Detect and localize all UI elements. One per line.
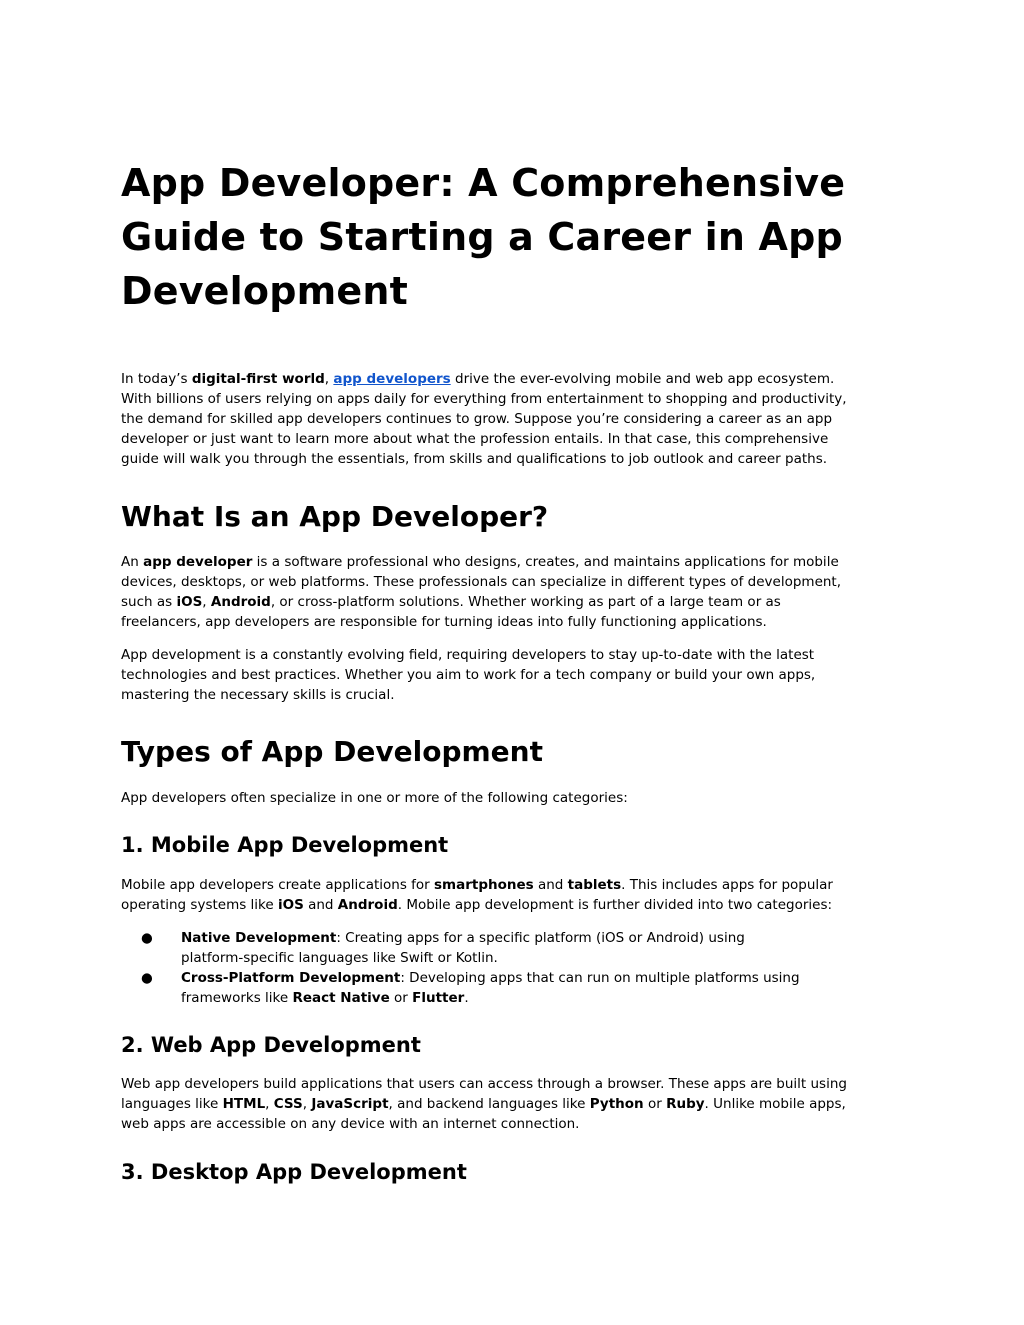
bold-text: Ruby	[666, 1096, 705, 1112]
bold-text: Android	[210, 594, 271, 610]
bold-text: app developer	[143, 554, 253, 570]
bold-text: HTML	[222, 1096, 266, 1112]
bold-text: tablets	[567, 877, 622, 893]
subheading-web: 2. Web App Development	[121, 1033, 421, 1057]
list-item-text	[181, 968, 800, 1008]
text-run: and	[303, 897, 338, 913]
what-p1-line-4: freelancers, app developers are responsible for turning ideas into fully functioning applications.	[121, 614, 767, 630]
text-run: ,	[202, 594, 211, 610]
what-p1-line-1	[121, 552, 911, 572]
intro-paragraph	[121, 369, 911, 469]
text-run: or	[389, 990, 413, 1006]
title-line-1: App Developer: A Comprehensive	[121, 161, 846, 205]
list-item-line	[181, 968, 800, 988]
bold-text: smartphones	[434, 877, 534, 893]
bold-text: React Native	[292, 990, 390, 1006]
bold-text: Android	[337, 897, 398, 913]
mobile-paragraph	[121, 875, 911, 915]
intro-line-5: guide will walk you through the essentials, from skills and qualifications to job outlook and career paths.	[121, 451, 828, 467]
bold-text: iOS	[176, 594, 203, 610]
web-line-3: web apps are accessible on any device with an internet connection.	[121, 1116, 580, 1132]
what-paragraph-2	[121, 645, 911, 705]
text-run: . Unlike mobile apps,	[704, 1096, 846, 1112]
bullet-icon: ●	[141, 970, 153, 986]
subheading-mobile: 1. Mobile App Development	[121, 833, 449, 857]
intro-line-4: developer or just want to learn more about what the profession entails. In that case, this comprehensive	[121, 431, 829, 447]
bullet-icon: ●	[141, 930, 153, 946]
intro-line-2: With billions of users relying on apps daily for everything from entertainment to shopping and productivity,	[121, 391, 847, 407]
text-run: , or cross-platform solutions. Whether working as part of a large team or as	[270, 594, 781, 610]
bold-text: JavaScript	[311, 1096, 389, 1112]
app-developers-link[interactable]: app developers	[333, 371, 451, 387]
text-run: is a software professional who designs, creates, and maintains applications for mobile	[252, 554, 839, 570]
list-item-line: platform-specific languages like Swift or Kotlin.	[181, 950, 498, 966]
bold-text: Cross-Platform Development	[181, 970, 401, 986]
what-p2-line-1: App development is a constantly evolving field, requiring developers to stay up-to-date with the latest	[121, 647, 815, 663]
web-line-1: Web app developers build applications that users can access through a browser. These apps are built using	[121, 1076, 847, 1092]
bold-text: CSS	[273, 1096, 303, 1112]
section-heading-types: Types of App Development	[121, 735, 543, 768]
mobile-line-1	[121, 875, 911, 895]
text-run: and	[533, 877, 568, 893]
list-item-line	[181, 928, 745, 948]
bold-text: Flutter	[412, 990, 465, 1006]
text-run: : Developing apps that can run on multiple platforms using	[400, 970, 800, 986]
text-run: ,	[265, 1096, 274, 1112]
bold-text: digital-first world	[191, 371, 325, 387]
subheading-desktop: 3. Desktop App Development	[121, 1160, 467, 1184]
text-run: ,	[324, 371, 334, 387]
text-run: .	[464, 990, 469, 1006]
title-line-3: Development	[121, 269, 408, 313]
bold-text: Python	[589, 1096, 644, 1112]
text-run: . Mobile app development is further divided into two categories:	[397, 897, 833, 913]
text-run: or	[643, 1096, 667, 1112]
intro-line-1	[121, 369, 911, 389]
page-title	[121, 156, 901, 318]
list-item-line	[181, 988, 800, 1008]
list-item-text	[181, 928, 745, 968]
bold-text: Native Development	[181, 930, 337, 946]
web-line-2	[121, 1094, 911, 1114]
what-p1-line-2: devices, desktops, or web platforms. These professionals can specialize in different types of development,	[121, 574, 842, 590]
text-run: In today’s	[121, 371, 192, 387]
types-intro-line: App developers often specialize in one or more of the following categories:	[121, 790, 628, 806]
section-heading-what: What Is an App Developer?	[121, 500, 549, 533]
text-run: , and backend languages like	[388, 1096, 590, 1112]
text-run: operating systems like	[121, 897, 278, 913]
text-run: . This includes apps for popular	[621, 877, 833, 893]
what-paragraph-1	[121, 552, 911, 632]
mobile-line-2	[121, 895, 911, 915]
text-run: languages like	[121, 1096, 223, 1112]
text-run: An	[121, 554, 144, 570]
what-p1-line-3	[121, 592, 911, 612]
bold-text: iOS	[277, 897, 304, 913]
what-p2-line-2: technologies and best practices. Whether you aim to work for a tech company or build your own apps,	[121, 667, 816, 683]
text-run: ,	[302, 1096, 312, 1112]
text-run: Mobile app developers create applications for	[121, 877, 434, 893]
text-run: : Creating apps for a specific platform (iOS or Android) using	[336, 930, 745, 946]
title-line-2: Guide to Starting a Career in App	[121, 215, 843, 259]
text-run: such as	[121, 594, 177, 610]
text-run: drive the ever-evolving mobile and web app ecosystem.	[450, 371, 835, 387]
types-intro	[121, 788, 911, 808]
what-p2-line-3: mastering the necessary skills is crucial.	[121, 687, 395, 703]
web-paragraph	[121, 1074, 911, 1134]
text-run: frameworks like	[181, 990, 293, 1006]
intro-line-3: the demand for skilled app developers continues to grow. Suppose you’re considering a career as an app	[121, 411, 833, 427]
